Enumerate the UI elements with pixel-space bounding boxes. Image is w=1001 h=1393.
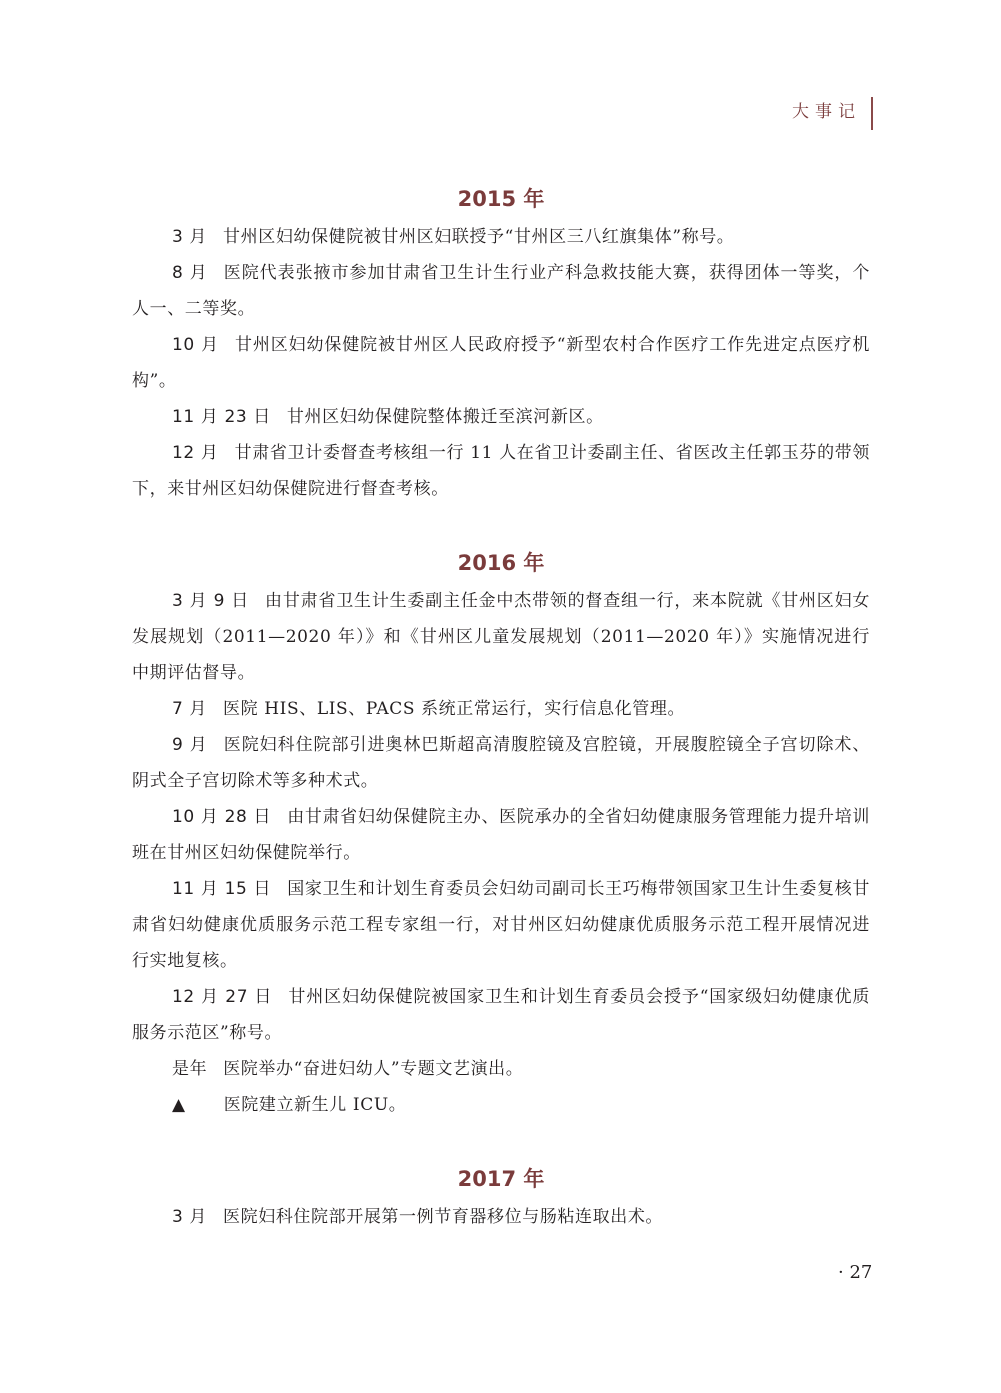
event-text: 医院代表张掖市参加甘肃省卫生计生行业产科急救技能大赛，获得团体一等奖，个人一、二等奖。 — [132, 263, 870, 319]
event-date: 3 月 — [172, 1207, 208, 1227]
year-section-2015 — [132, 183, 870, 507]
event-text: 由甘肃省卫生计生委副主任金中杰带领的督查组一行，来本院就《甘州区妇女发展规划（2011—2020 年）》和《甘州区儿童发展规划（2011—2020 年）》实施情况进行中期评估督导。 — [132, 591, 870, 683]
event-entry — [132, 583, 870, 691]
event-entry — [132, 727, 870, 799]
event-date: 7 月 — [172, 699, 208, 719]
event-text: 甘肃省卫计委督查考核组一行 11 人在省卫计委副主任、省医改主任郭玉芬的带领下，来甘州区妇幼保健院进行督查考核。 — [132, 443, 870, 499]
event-date: 10 月 28 日 — [172, 807, 272, 827]
chronicle-content — [132, 183, 870, 1235]
event-date: 10 月 — [172, 335, 219, 355]
event-entry — [132, 255, 870, 327]
event-date: 3 月 — [172, 227, 208, 247]
year-section-2017 — [132, 1163, 870, 1235]
event-entry — [132, 1051, 870, 1087]
event-date: 11 月 15 日 — [172, 879, 272, 899]
event-text: 医院 HIS、LIS、PACS 系统正常运行，实行信息化管理。 — [223, 699, 686, 719]
event-entry — [132, 399, 870, 435]
event-date: 8 月 — [172, 263, 208, 283]
event-entry — [132, 1087, 870, 1123]
running-head-title: 大事记 — [792, 102, 861, 122]
running-head-rule — [871, 97, 873, 130]
page-number: · 27 — [838, 1262, 873, 1283]
event-date: 是年 — [172, 1059, 208, 1079]
event-text: 医院举办“奋进妇幼人”专题文艺演出。 — [223, 1059, 524, 1079]
triangle-bullet-icon: ▲ — [172, 1095, 186, 1115]
event-text: 甘州区妇幼保健院整体搬迁至滨河新区。 — [286, 407, 604, 427]
event-text: 甘州区妇幼保健院被甘州区人民政府授予“新型农村合作医疗工作先进定点医疗机构”。 — [132, 335, 870, 391]
event-entry — [132, 691, 870, 727]
event-entry — [132, 435, 870, 507]
event-entry — [132, 799, 870, 871]
event-text: 医院妇科住院部开展第一例节育器移位与肠粘连取出术。 — [223, 1207, 664, 1227]
event-text: 医院妇科住院部引进奥林巴斯超高清腹腔镜及宫腔镜，开展腹腔镜全子宫切除术、阴式全子宫切除术等多种术式。 — [132, 735, 870, 791]
event-entry — [132, 1199, 870, 1235]
event-entry — [132, 871, 870, 979]
year-heading: 2015 年 — [457, 187, 545, 211]
event-date: 3 月 9 日 — [172, 591, 250, 611]
event-entry — [132, 979, 870, 1051]
section-spacer — [132, 1123, 870, 1163]
event-text: 医院建立新生儿 ICU。 — [223, 1095, 407, 1115]
event-date: 12 月 — [172, 443, 219, 463]
event-text: 甘州区妇幼保健院被甘州区妇联授予“甘州区三八红旗集体”称号。 — [223, 227, 735, 247]
event-date: 11 月 23 日 — [172, 407, 271, 427]
section-spacer — [132, 507, 870, 547]
year-heading: 2016 年 — [457, 551, 545, 575]
event-date: 12 月 27 日 — [172, 987, 273, 1007]
event-date: 9 月 — [172, 735, 208, 755]
year-heading: 2017 年 — [457, 1167, 545, 1191]
event-text: 由甘肃省妇幼保健院主办、医院承办的全省妇幼健康服务管理能力提升培训班在甘州区妇幼保健院举行。 — [132, 807, 870, 863]
year-section-2016 — [132, 547, 870, 1123]
event-text: 甘州区妇幼保健院被国家卫生和计划生育委员会授予“国家级妇幼健康优质服务示范区”称号。 — [132, 987, 870, 1043]
event-text: 国家卫生和计划生育委员会妇幼司副司长王巧梅带领国家卫生计生委复核甘肃省妇幼健康优质服务示范工程专家组一行，对甘州区妇幼健康优质服务示范工程开展情况进行实地复核。 — [132, 879, 870, 971]
event-entry — [132, 327, 870, 399]
event-entry — [132, 219, 870, 255]
